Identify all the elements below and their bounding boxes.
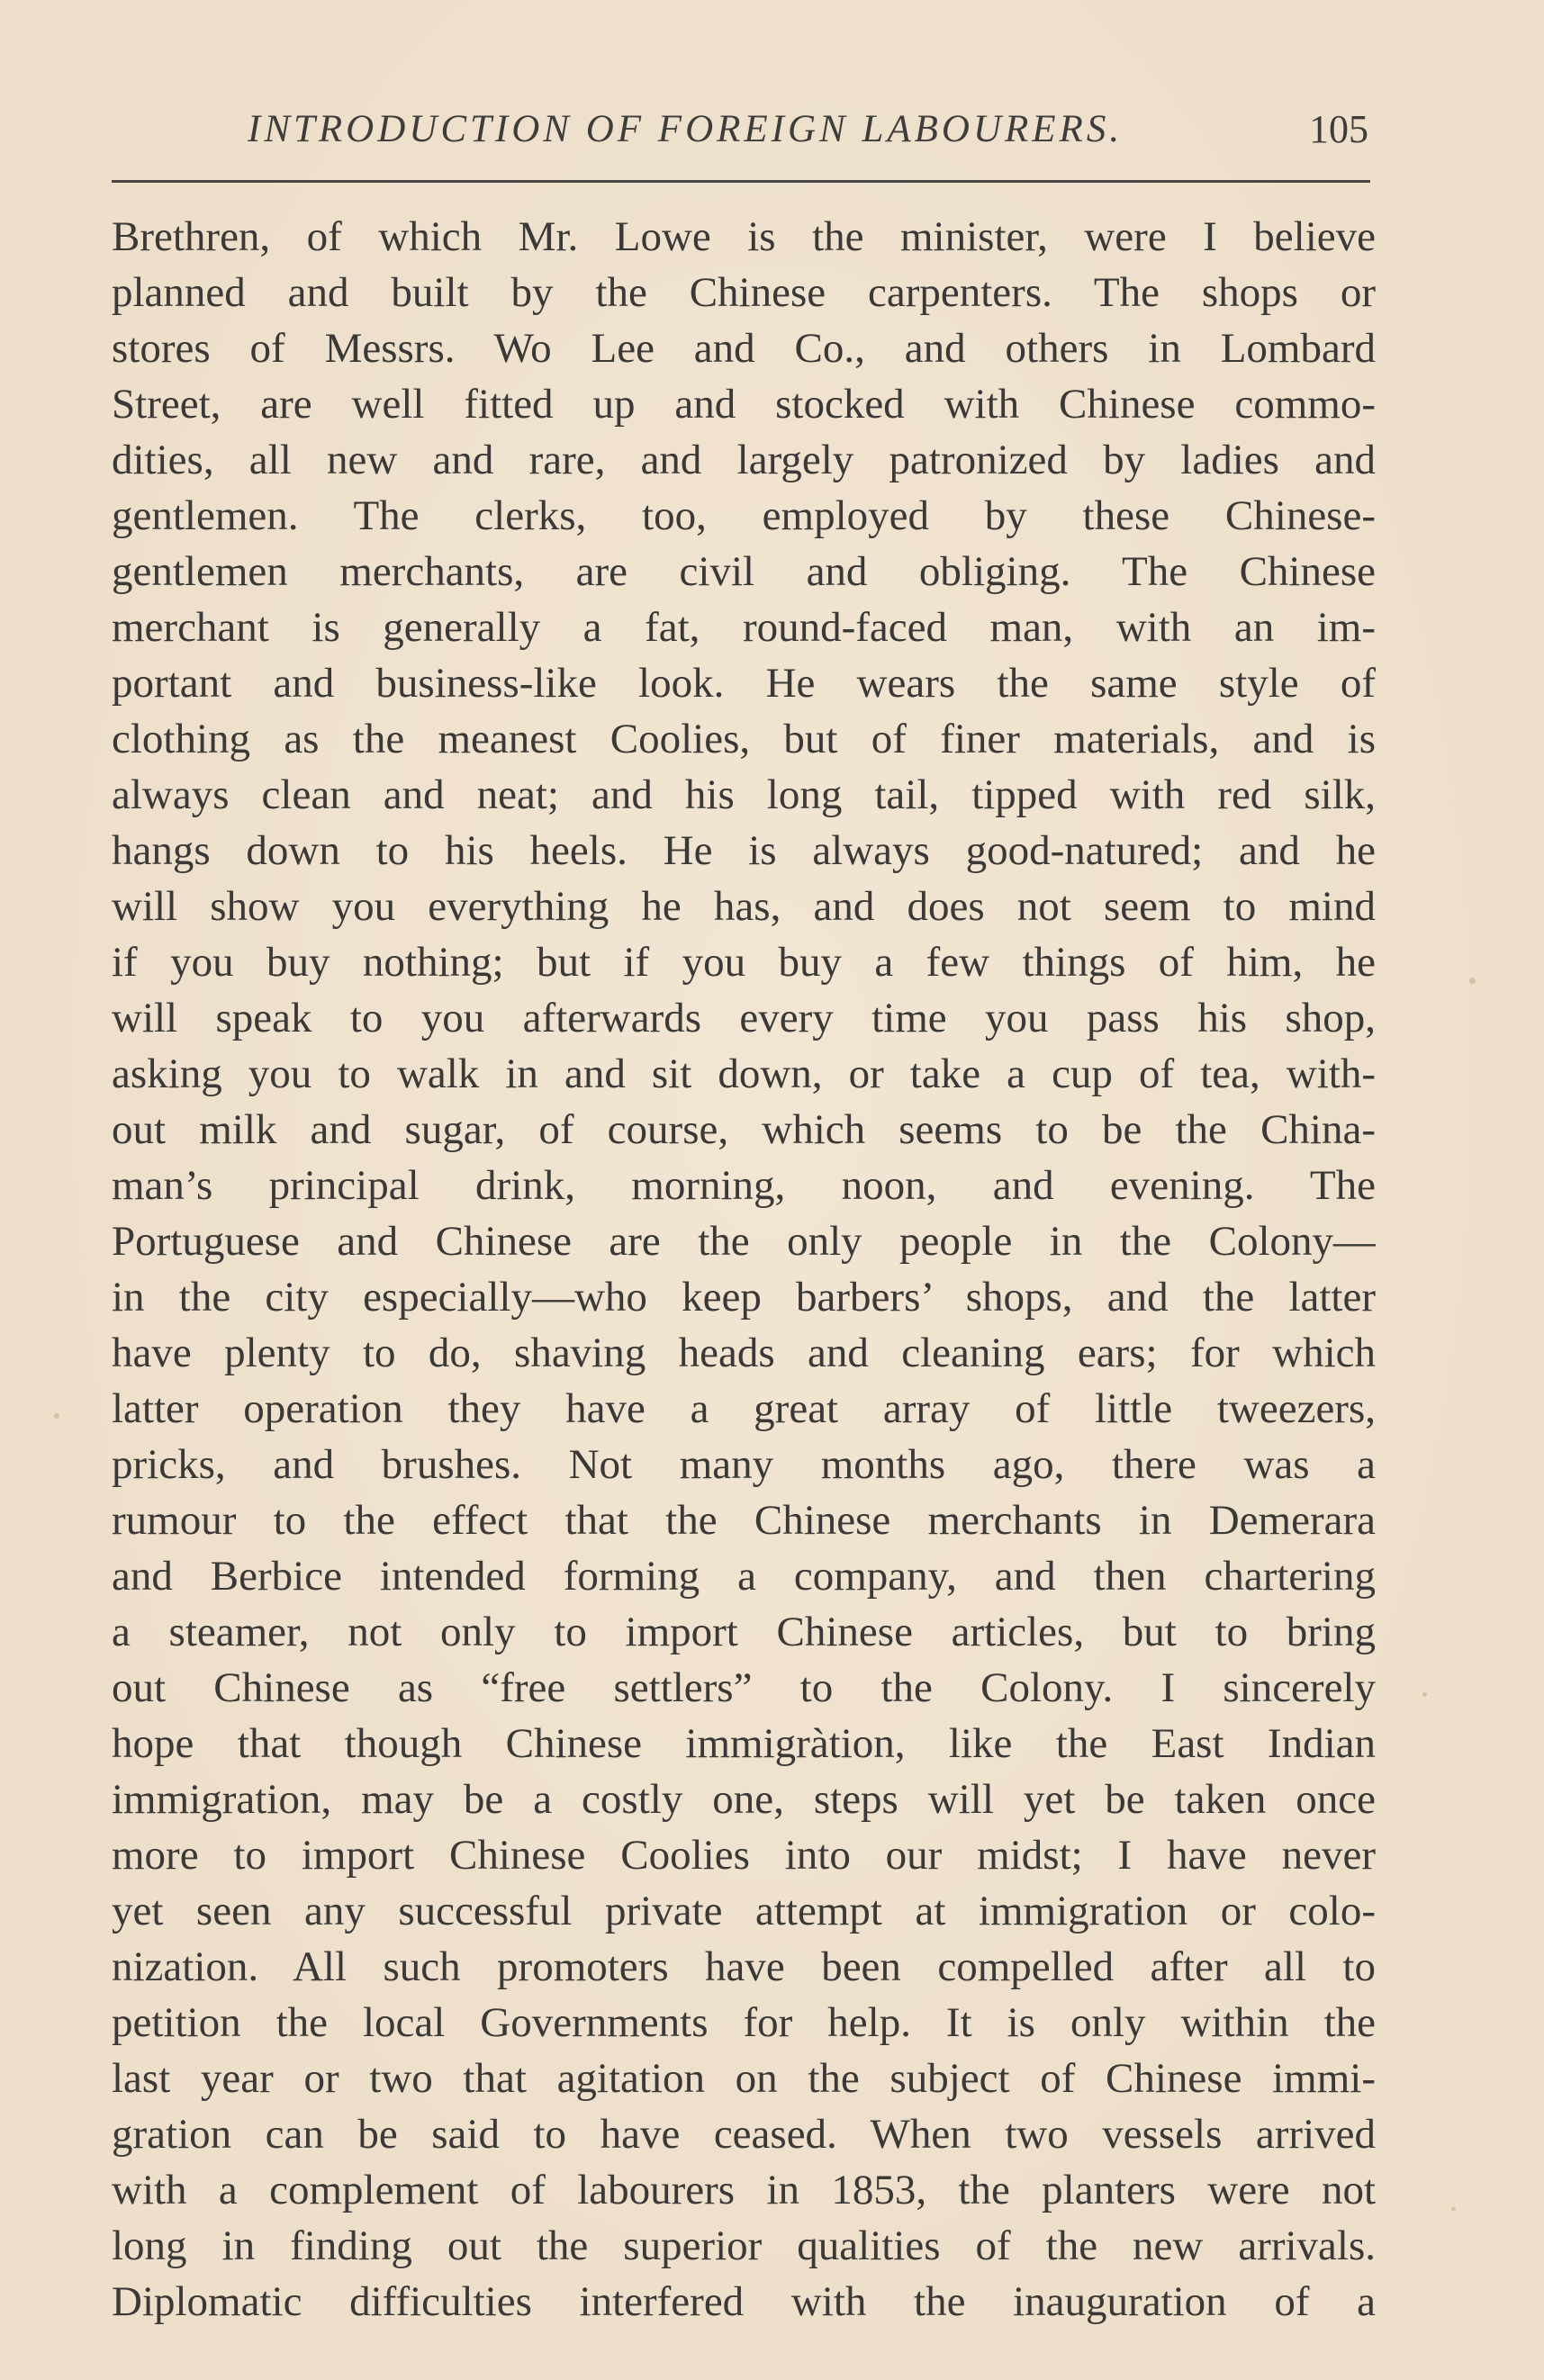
text-line: if you buy nothing; but if you buy a few things of him, he — [112, 939, 1376, 986]
text-line: man’s principal drink, morning, noon, and evening. The — [112, 1162, 1376, 1209]
text-line: with a complement of labourers in 1853, the planters were not — [112, 2167, 1376, 2213]
text-line: will speak to you afterwards every time you pass his shop, — [112, 995, 1376, 1041]
text-line: and Berbice intended forming a company, and then chartering — [112, 1553, 1376, 1600]
text-line: last year or two that agitation on the subject of Chinese immi- — [112, 2055, 1376, 2102]
page-header — [248, 97, 1368, 160]
text-line: always clean and neat; and his long tail, tipped with red silk, — [112, 771, 1376, 818]
text-line: gentlemen. The clerks, too, employed by these Chinese- — [112, 492, 1376, 539]
text-line: immigration, may be a costly one, steps will yet be taken once — [112, 1776, 1376, 1823]
text-line: nization. All such promoters have been compelled after all to — [112, 1943, 1376, 1990]
paper-speck — [54, 1413, 59, 1419]
text-line: stores of Messrs. Wo Lee and Co., and others in Lombard — [112, 325, 1376, 372]
text-line: in the city especially—who keep barbers’ shops, and the latter — [112, 1274, 1376, 1321]
text-line: will show you everything he has, and does not seem to mind — [112, 883, 1376, 930]
paper-speck — [1469, 978, 1476, 984]
text-line: petition the local Governments for help. It is only within the — [112, 1999, 1376, 2046]
text-line: yet seen any successful private attempt at immigration or colo- — [112, 1888, 1376, 1934]
text-line: planned and built by the Chinese carpenters. The shops or — [112, 269, 1376, 316]
text-line: latter operation they have a great array of little tweezers, — [112, 1385, 1376, 1432]
text-line: gentlemen merchants, are civil and obliging. The Chinese — [112, 548, 1376, 595]
header-rule — [112, 180, 1370, 183]
paper-speck — [1451, 2207, 1456, 2211]
text-line: clothing as the meanest Coolies, but of finer materials, and is — [112, 716, 1376, 762]
text-line: Diplomatic difficulties interfered with the inauguration of a — [112, 2278, 1376, 2325]
text-line: asking you to walk in and sit down, or take a cup of tea, with- — [112, 1050, 1376, 1097]
text-line: have plenty to do, shaving heads and cleaning ears; for which — [112, 1330, 1376, 1376]
text-line: Portuguese and Chinese are the only people in the Colony— — [112, 1218, 1376, 1265]
running-title: INTRODUCTION OF FOREIGN LABOURERS. — [248, 107, 1124, 150]
text-line: a steamer, not only to import Chinese articles, but to bring — [112, 1609, 1376, 1655]
text-line: pricks, and brushes. Not many months ago, there was a — [112, 1441, 1376, 1488]
text-line: more to import Chinese Coolies into our midst; I have never — [112, 1832, 1376, 1879]
text-line: Brethren, of which Mr. Lowe is the minister, were I believe — [112, 213, 1376, 260]
text-line: dities, all new and rare, and largely patronized by ladies and — [112, 437, 1376, 483]
text-line: rumour to the effect that the Chinese merchants in Demerara — [112, 1497, 1376, 1544]
text-line: merchant is generally a fat, round-faced man, with an im- — [112, 604, 1376, 651]
text-line: portant and business-like look. He wears the same style of — [112, 660, 1376, 707]
body-text — [112, 209, 1376, 2330]
paper-speck — [1422, 1692, 1427, 1697]
text-line: long in finding out the superior qualities of the new arrivals. — [112, 2222, 1376, 2269]
text-line: hope that though Chinese immigràtion, like the East Indian — [112, 1720, 1376, 1767]
text-line: out milk and sugar, of course, which seems to be the China- — [112, 1106, 1376, 1153]
text-line: gration can be said to have ceased. When two vessels arrived — [112, 2111, 1376, 2158]
text-line: Street, are well fitted up and stocked with Chinese commo- — [112, 381, 1376, 428]
text-line: out Chinese as “free settlers” to the Colony. I sincerely — [112, 1664, 1376, 1711]
text-line: hangs down to his heels. He is always good-natured; and he — [112, 827, 1376, 874]
page-number: 105 — [1309, 106, 1368, 151]
